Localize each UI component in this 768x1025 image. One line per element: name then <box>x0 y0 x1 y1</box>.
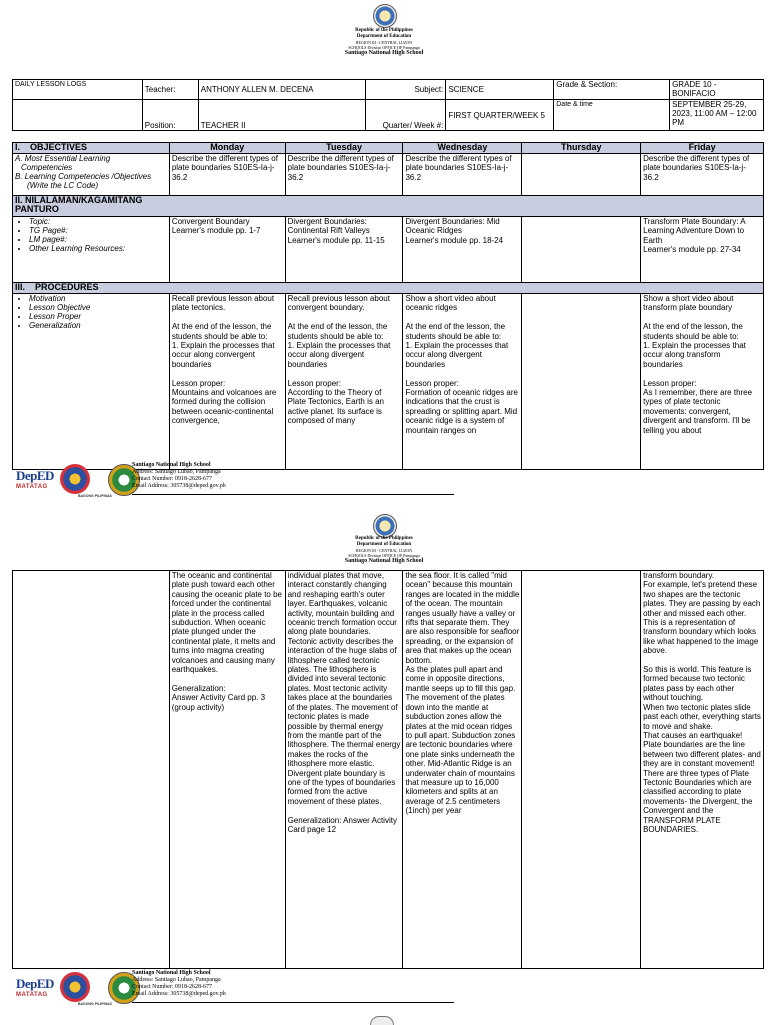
deped-seal-page2 <box>373 514 397 538</box>
footer-rule-2 <box>132 1002 454 1003</box>
section-procedures-header: III. PROCEDURES <box>13 283 764 294</box>
letterhead-page2: Republic of the Philippines Department of Education REGION III - CENTRAL LUZON SCHOOLS Division OFFICE OF Pampanga Santiago National High School <box>344 536 424 564</box>
procedure-item-motivation: • Motivation <box>29 294 167 303</box>
footer-school-info: Santiago National High School Address: Santiago Lubao, Pampanga Contact Number: 0918-2628-677 Email Address: 305738@deped.gov.ph <box>132 462 226 489</box>
day-header-monday: Monday <box>169 143 285 154</box>
position-value: TEACHER II <box>198 100 366 131</box>
objective-label-b: B. Learning Competencies /Objectives (Write the LC Code) <box>15 172 152 190</box>
footer-rule <box>132 494 454 495</box>
procedures-labels <box>13 294 170 470</box>
letterhead <box>0 28 768 57</box>
day-header-friday: Friday <box>641 143 764 154</box>
resource-item-topic: • Topic: <box>29 217 167 226</box>
deped-matatag-logo: DepED MATATAG <box>16 468 54 490</box>
procedure-monday: Recall previous lesson about plate tectonics. At the end of the lesson, the students should be able to: 1. Explain the processes that occur along convergent boundaries Lesson proper: Mountains and volcanoes are formed during the collision between oceanic-continental convergence, <box>169 294 285 470</box>
day-header-wednesday: Wednesday <box>403 143 522 154</box>
info-table <box>12 79 764 131</box>
teacher-value: ANTHONY ALLEN M. DECENA <box>198 80 366 100</box>
procedure-wednesday: Show a short video about oceanic ridges At the end of the lesson, the students should be able to: 1. Explain the processes that occur along divergent boundaries Lesson proper: Formation of oceanic ridges are indications that the crust is spreading or splitting apart. Mid oceanic ridge is a system of mountain ranges on <box>403 294 522 470</box>
subject-value: SCIENCE <box>446 80 554 100</box>
date-value: SEPTEMBER 25-29, 2023, 11:00 AM – 12:00 PM <box>670 100 764 131</box>
procedure-friday: Show a short video about transform plate boundary At the end of the lesson, the students should be able to: 1. Explain the processes that occur along transform boundaries Lesson proper: As I remember, there are three types of plate tectonic movements: convergent, divergent and transform. I'll be telling you about <box>641 294 764 470</box>
resource-item-lm: • LM page#: <box>29 235 167 244</box>
position-label: Position: <box>142 100 198 131</box>
resource-item-tg: • TG Page#: <box>29 226 167 235</box>
resource-thursday <box>522 217 641 283</box>
day-header-thursday: Thursday <box>522 143 641 154</box>
objective-tuesday: Describe the different types of plate boundaries S10ES-Ia-j-36.2 <box>285 154 403 196</box>
bagong-pilipinas-logo-2 <box>60 972 90 1002</box>
teacher-label: Teacher: <box>142 80 198 100</box>
quarter-label: Quarter/ Week #: <box>366 100 446 131</box>
deped-seal <box>373 4 397 28</box>
continuation-thursday <box>522 571 641 969</box>
objective-wednesday: Describe the different types of plate boundaries S10ES-Ia-j-36.2 <box>403 154 522 196</box>
page-footer-2: DepED MATATAG BAGONG PILIPINAS Santiago National High School Address: Santiago Lubao, Pampanga Contact Number: 0918-2628-677 Email Address: 305738@deped.gov.ph <box>16 970 456 1012</box>
lesson-table <box>12 142 764 470</box>
section-resources-header: II. NILALAMAN/KAGAMITANG PANTURO <box>13 196 764 217</box>
region-line: REGION III - CENTRAL LUZON <box>355 40 413 45</box>
republic-line: Republic of the Philippines <box>355 28 413 33</box>
quarter-value: FIRST QUARTER/WEEK 5 <box>446 100 554 131</box>
resource-item-other: • Other Learning Resources: <box>29 244 167 253</box>
procedure-thursday <box>522 294 641 470</box>
objective-monday: Describe the different types of plate boundaries S10ES-Ia-j-36.2 <box>169 154 285 196</box>
page-footer: DepED MATATAG BAGONG PILIPINAS Santiago National High School Address: Santiago Lubao, Pampanga Contact Number: 0918-2628-677 Email Address: 305738@deped.gov.ph <box>16 462 456 504</box>
continuation-table <box>12 570 764 969</box>
division-line: SCHOOLS Division OFFICE OF Pampanga <box>348 45 420 50</box>
bagong-pilipinas-logo <box>60 464 90 494</box>
continuation-wednesday: the sea floor. It is called "mid ocean" because this mountain ranges are located in the middle of the ocean. The mountain ranges usually have a valley or rifts that separate them. They are also responsible for seafloor spreading, or the expansion of area that makes up the ocean bottom. As the plates pull apart and come in opposite directions, mantle seeps up to fill this gap. The movement of the plates down into the mantle at subduction zones allow the plates at the mid ocean ridges to pull apart. Subduction zones are tectonic boundaries where one plate sinks underneath the other. Mid-Atlantic Ridge is an underwater chain of mountains that measure up to 16,000 kilometers and splits at an average of 2.5 centimeters (1inch) per year <box>403 571 522 969</box>
date-label: Date & time <box>554 100 670 131</box>
resource-tuesday: Divergent Boundaries: Continental Rift Valleys Learner's module pp. 11-15 <box>285 217 403 283</box>
objective-label-a: A. Most Essential Learning Competencies <box>15 154 111 172</box>
grade-value: GRADE 10 - BONIFACIO <box>670 80 764 100</box>
day-header-tuesday: Tuesday <box>285 143 403 154</box>
objectives-labels <box>13 154 170 196</box>
footer-school-info-2: Santiago National High School Address: Santiago Lubao, Pampanga Contact Number: 0918-2628-677 Email Address: 305738@deped.gov.ph <box>132 970 226 997</box>
continuation-tuesday: individual plates that move, interact constantly changing and reshaping earth's outer layer. Earthquakes, volcanic activity, mountain building and oceanic trench formation occur along plate boundaries. Tectonic activity describes the interaction of the huge slabs of lithosphere called tectonic plates. The lithosphere is divided into several tectonic plates. Most tectonic activity takes place at the boundaries of the plates. The movement of tectonic plates is made possible by thermal energy from the mantle part of the lithosphere. The thermal energy makes the rocks of the lithosphere more elastic. Divergent plate boundary is one of the types of boundaries formed from the active movement of these plates. Generalization: Answer Activity Card page 12 <box>285 571 403 969</box>
deped-matatag-logo-2: DepED MATATAG <box>16 976 54 998</box>
department-line: Department of Education <box>356 34 412 39</box>
procedure-tuesday: Recall previous lesson about convergent boundary. At the end of the lesson, the students should be able to: 1. Explain the processes that occur along divergent boundaries Lesson proper: According to the Theory of Plate Tectonics, Earth is an active planet. Its surface is composed of many <box>285 294 403 470</box>
continuation-labels <box>13 571 170 969</box>
procedure-item-objective: • Lesson Objective <box>29 303 167 312</box>
procedure-item-generalization: • Generalization <box>29 321 167 330</box>
objective-thursday <box>522 154 641 196</box>
resource-wednesday: Divergent Boundaries: Mid Oceanic Ridges Learner's module pp. 18-24 <box>403 217 522 283</box>
objective-friday: Describe the different types of plate boundaries S10ES-Ia-j-36.2 <box>641 154 764 196</box>
subject-label: Subject: <box>366 80 446 100</box>
grade-label: Grade & Section: <box>554 80 670 100</box>
continuation-friday: transform boundary. For example, let's pretend these two shapes are the tectonic plates. They are passing by each other and missed each other. This is a representation of transform boundary which looks like what happened to the image above. So this is world. This feature is formed because two tectonic plates pass by each other without touching. When two tectonic plates slide past each other, everything starts to move and shake. That causes an earthquake! Plate boundaries are the line between two different plates- and they are in constant movement! There are three types of Plate Tectonic Boundaries which are classified according to plate movements- the Divergent, the Convergent and the TRANSFORM PLATE BOUNDARIES. <box>641 571 764 969</box>
procedure-item-proper: • Lesson Proper <box>29 312 167 321</box>
school-line: Santiago National High School <box>344 50 424 56</box>
resource-friday: Transform Plate Boundary: A Learning Adventure Down to Earth Learner's module pp. 27-34 <box>641 217 764 283</box>
continuation-monday: The oceanic and continental plate push toward each other causing the oceanic plate to be forced under the continental plate in the process called subduction. When oceanic plate plunged under the continental plate, it melts and turns into magma creating volcanoes and causing many earthquakes. Generalization: Answer Activity Card pp. 3 (group activity) <box>169 571 285 969</box>
resource-monday: Convergent Boundary Learner's module pp. 1-7 <box>169 217 285 283</box>
section-objectives-header: I. OBJECTIVES <box>13 143 170 154</box>
doc-label: DAILY LESSON LOGS <box>13 80 143 100</box>
resources-labels <box>13 217 170 283</box>
